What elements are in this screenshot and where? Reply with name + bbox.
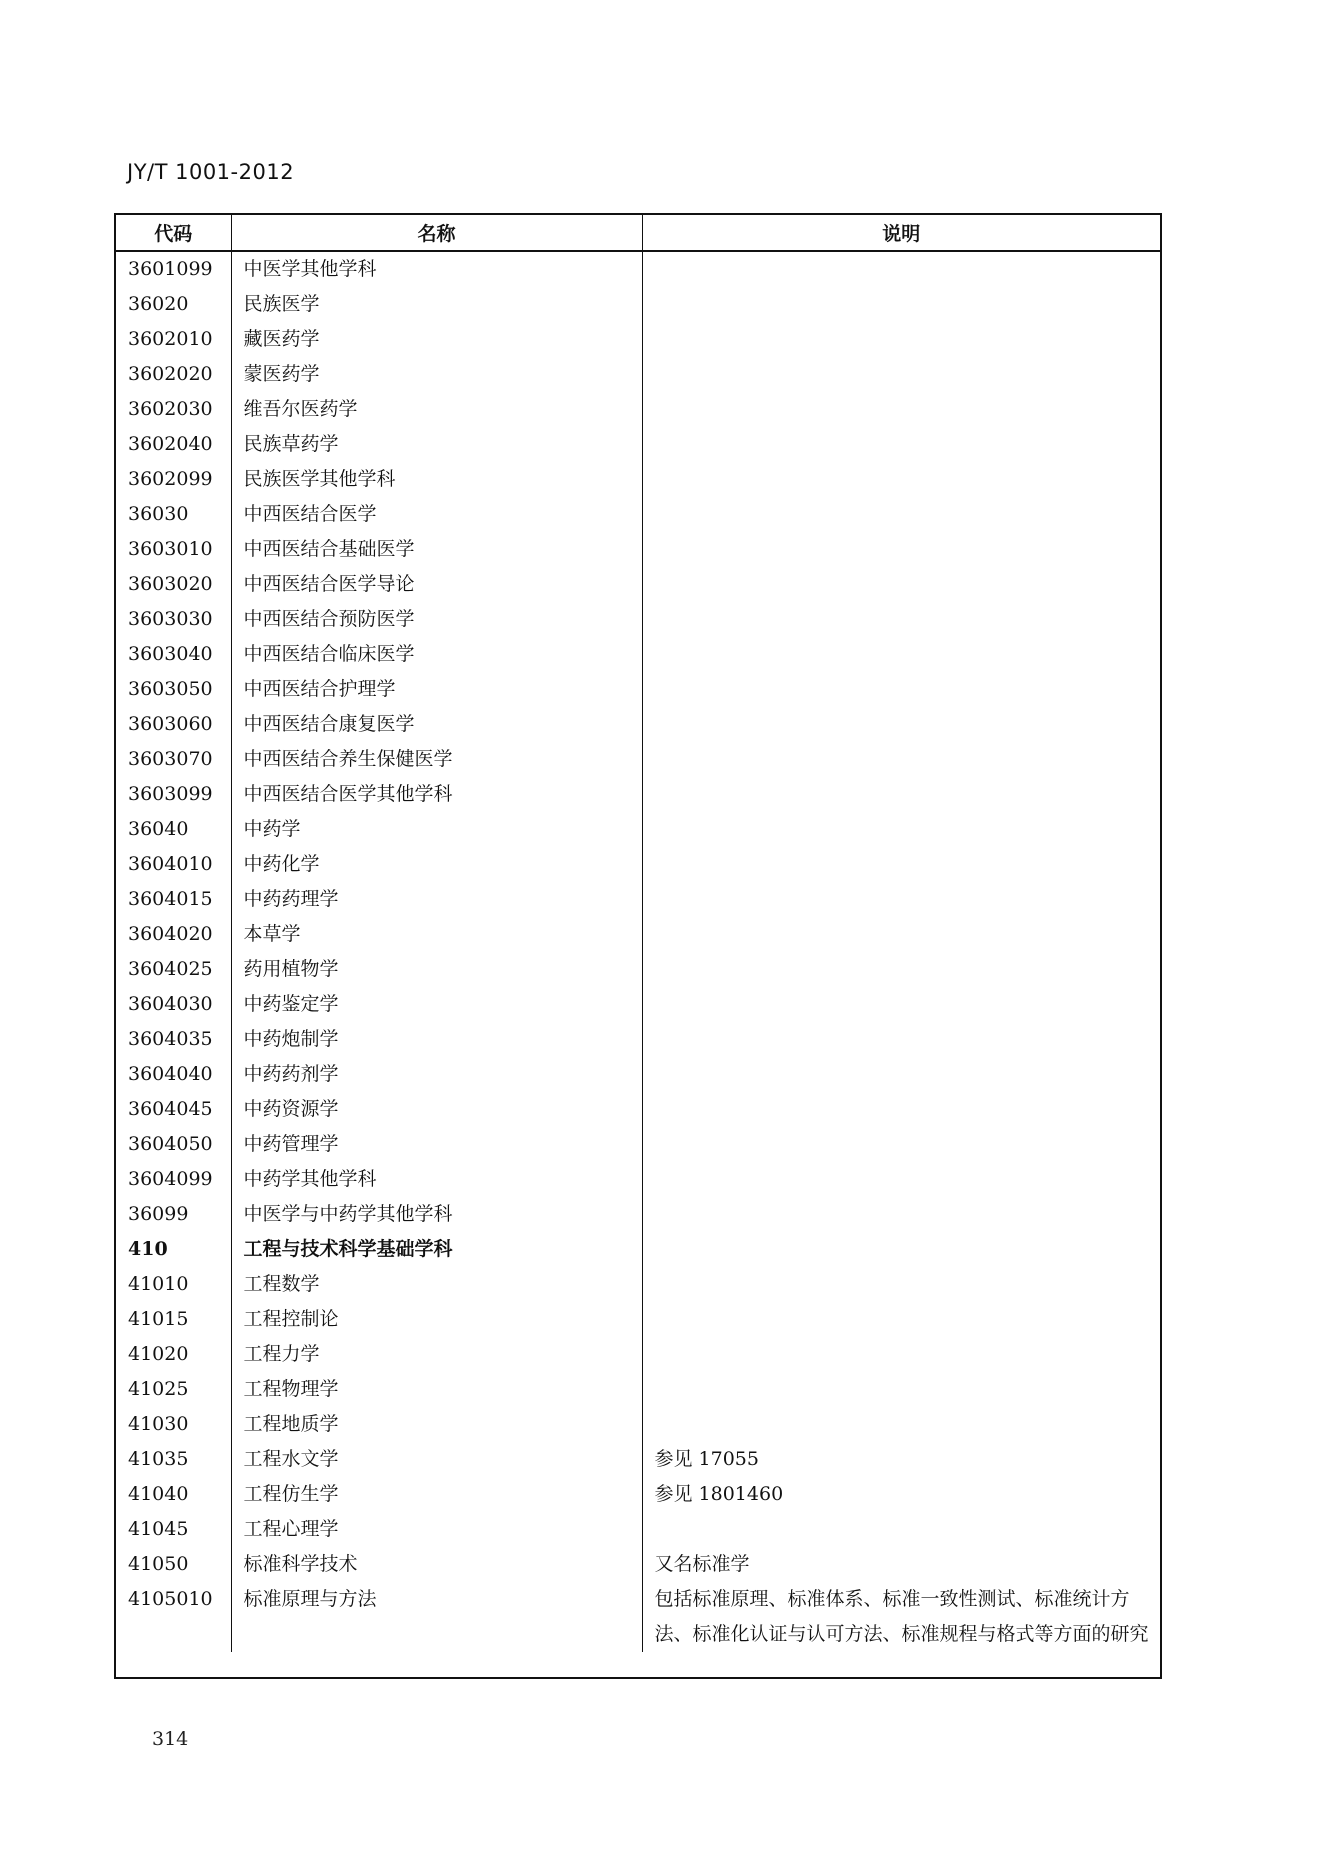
row-name-cell: 工程物理学 [231,1372,642,1407]
row-note-cell [642,847,1160,882]
row-note-cell [642,427,1160,462]
row-name-cell: 民族医学其他学科 [231,462,642,497]
row-name-cell: 工程数学 [231,1267,642,1302]
table-row [116,917,1160,952]
row-note-cell [642,1162,1160,1197]
row-note-cell [642,357,1160,392]
row-name-cell: 工程水文学 [231,1442,642,1477]
table-row [116,1372,1160,1407]
table-row [116,497,1160,532]
row-note-cell [642,392,1160,427]
row-code-cell: 36030 [128,503,189,525]
row-code-cell: 41030 [128,1413,189,1435]
row-code-cell: 3604050 [128,1133,213,1155]
row-code-cell: 3603030 [128,608,213,630]
table-body [116,251,1160,1652]
row-code-cell: 36040 [128,818,189,840]
table-row [116,1127,1160,1162]
table-row [116,1302,1160,1337]
row-name-cell: 中西医结合基础医学 [231,532,642,567]
row-note-cell [642,251,1160,287]
row-name-cell: 中西医结合医学 [231,497,642,532]
row-name-cell: 中药管理学 [231,1127,642,1162]
row-name-cell: 工程控制论 [231,1302,642,1337]
table-row [116,1057,1160,1092]
row-code-cell: 3603060 [128,713,213,735]
row-note-cell [642,672,1160,707]
table-row [116,847,1160,882]
table-row [116,1582,1160,1652]
row-note-cell [642,1232,1160,1267]
row-code-cell: 41020 [128,1343,189,1365]
column-header-name: 名称 [231,215,642,251]
row-code-cell: 41025 [128,1378,189,1400]
table-row [116,777,1160,812]
row-code-cell: 36099 [128,1203,189,1225]
table-row [116,987,1160,1022]
row-name-cell: 中药化学 [231,847,642,882]
table-row [116,1547,1160,1582]
row-code-cell: 3604045 [128,1098,213,1120]
table-row [116,287,1160,322]
row-code-cell: 3604025 [128,958,213,980]
row-note-cell [642,1022,1160,1057]
row-note-cell [642,637,1160,672]
row-name-cell: 中西医结合医学导论 [231,567,642,602]
row-note-cell [642,1302,1160,1337]
row-note-cell [642,987,1160,1022]
row-name-cell: 蒙医药学 [231,357,642,392]
row-code-cell: 41045 [128,1518,189,1540]
row-note-cell [642,1197,1160,1232]
row-code-cell: 41035 [128,1448,189,1470]
row-name-cell: 工程力学 [231,1337,642,1372]
standard-code-header: JY/T 1001-2012 [127,160,295,184]
row-note-cell [642,812,1160,847]
row-code-cell: 3604010 [128,853,213,875]
table-row [116,462,1160,497]
row-code-cell: 41040 [128,1483,189,1505]
row-code-cell: 3603020 [128,573,213,595]
row-note-cell [642,1127,1160,1162]
table-row [116,1442,1160,1477]
row-code-cell: 3603010 [128,538,213,560]
row-name-cell: 中西医结合医学其他学科 [231,777,642,812]
row-name-cell: 民族医学 [231,287,642,322]
row-name-cell: 工程心理学 [231,1512,642,1547]
row-note-cell [642,1372,1160,1407]
row-name-cell: 药用植物学 [231,952,642,987]
row-note-cell [642,462,1160,497]
table-row [116,567,1160,602]
row-name-cell: 中药炮制学 [231,1022,642,1057]
row-name-cell: 中药学其他学科 [231,1162,642,1197]
table-row [116,672,1160,707]
row-name-cell: 中西医结合康复医学 [231,707,642,742]
row-name-cell: 标准科学技术 [231,1547,642,1582]
row-note-cell [642,497,1160,532]
row-code-cell: 3602040 [128,433,213,455]
row-name-cell: 民族草药学 [231,427,642,462]
table-row [116,251,1160,287]
row-code-cell: 36020 [128,293,189,315]
table-row [116,882,1160,917]
table-row [116,1477,1160,1512]
row-code-cell: 4105010 [128,1588,213,1610]
column-header-note: 说明 [642,215,1160,251]
table-row [116,952,1160,987]
row-name-cell: 工程与技术科学基础学科 [231,1232,642,1267]
row-code-cell: 3602010 [128,328,213,350]
table-row [116,1162,1160,1197]
row-name-cell: 中药药理学 [231,882,642,917]
row-name-cell: 中西医结合养生保健医学 [231,742,642,777]
row-code-cell: 3602099 [128,468,213,490]
row-code-cell: 3603040 [128,643,213,665]
row-name-cell: 中药资源学 [231,1092,642,1127]
row-name-cell: 工程仿生学 [231,1477,642,1512]
row-note-cell [642,1512,1160,1547]
row-note-cell [642,1267,1160,1302]
row-note-cell [642,742,1160,777]
row-note-cell [642,567,1160,602]
row-code-cell: 3604040 [128,1063,213,1085]
column-header-code: 代码 [116,215,231,251]
row-name-cell: 藏医药学 [231,322,642,357]
table-row [116,1092,1160,1127]
row-name-cell: 中药学 [231,812,642,847]
row-name-cell: 中药药剂学 [231,1057,642,1092]
row-code-cell: 3603050 [128,678,213,700]
row-code-cell: 3603099 [128,783,213,805]
row-code-cell: 3604020 [128,923,213,945]
table-row [116,1022,1160,1057]
row-note-cell [642,1092,1160,1127]
row-code-cell: 3604030 [128,993,213,1015]
table-row [116,1232,1160,1267]
row-note-cell: 又名标准学 [642,1547,1160,1582]
row-name-cell: 工程地质学 [231,1407,642,1442]
row-code-cell: 41010 [128,1273,189,1295]
row-code-cell: 3603070 [128,748,213,770]
row-code-cell: 3604035 [128,1028,213,1050]
table-row [116,1267,1160,1302]
row-name-cell: 中医学其他学科 [231,251,642,287]
row-note-cell [642,532,1160,567]
table-row [116,1197,1160,1232]
table-row [116,1407,1160,1442]
table-row [116,427,1160,462]
row-code-cell: 3604099 [128,1168,213,1190]
table-row [116,357,1160,392]
row-note-cell [642,777,1160,812]
row-note-cell [642,707,1160,742]
row-name-cell: 维吾尔医药学 [231,392,642,427]
row-name-cell: 中医学与中药学其他学科 [231,1197,642,1232]
row-name-cell: 中西医结合护理学 [231,672,642,707]
row-code-cell: 41050 [128,1553,189,1575]
table-row [116,1337,1160,1372]
row-note-cell [642,882,1160,917]
row-note-cell [642,602,1160,637]
page-number: 314 [152,1728,189,1750]
row-note-cell [642,322,1160,357]
row-note-cell [642,952,1160,987]
discipline-code-table [114,213,1162,1679]
row-code-cell: 3601099 [128,258,213,280]
table-header-row [116,215,1160,251]
row-code-cell: 3602030 [128,398,213,420]
row-note-cell [642,1337,1160,1372]
table-row [116,742,1160,777]
row-name-cell: 中药鉴定学 [231,987,642,1022]
row-note-cell: 参见 1801460 [642,1477,1160,1512]
row-code-cell: 3604015 [128,888,213,910]
row-name-cell: 中西医结合预防医学 [231,602,642,637]
table-row [116,602,1160,637]
row-note-cell [642,1407,1160,1442]
row-note-cell: 包括标准原理、标准体系、标准一致性测试、标准统计方法、标准化认证与认可方法、标准规程与格式等方面的研究 [642,1582,1160,1652]
table-row [116,1512,1160,1547]
row-code-cell: 41015 [128,1308,189,1330]
table-row [116,637,1160,672]
row-note-cell [642,287,1160,322]
row-note-cell [642,917,1160,952]
row-code-cell: 410 [128,1238,168,1260]
table-row [116,707,1160,742]
row-name-cell: 中西医结合临床医学 [231,637,642,672]
row-note-cell: 参见 17055 [642,1442,1160,1477]
table-row [116,532,1160,567]
table-row [116,322,1160,357]
row-note-cell [642,1057,1160,1092]
row-code-cell: 3602020 [128,363,213,385]
table-row [116,392,1160,427]
table-row [116,812,1160,847]
row-name-cell: 本草学 [231,917,642,952]
row-name-cell: 标准原理与方法 [231,1582,642,1652]
